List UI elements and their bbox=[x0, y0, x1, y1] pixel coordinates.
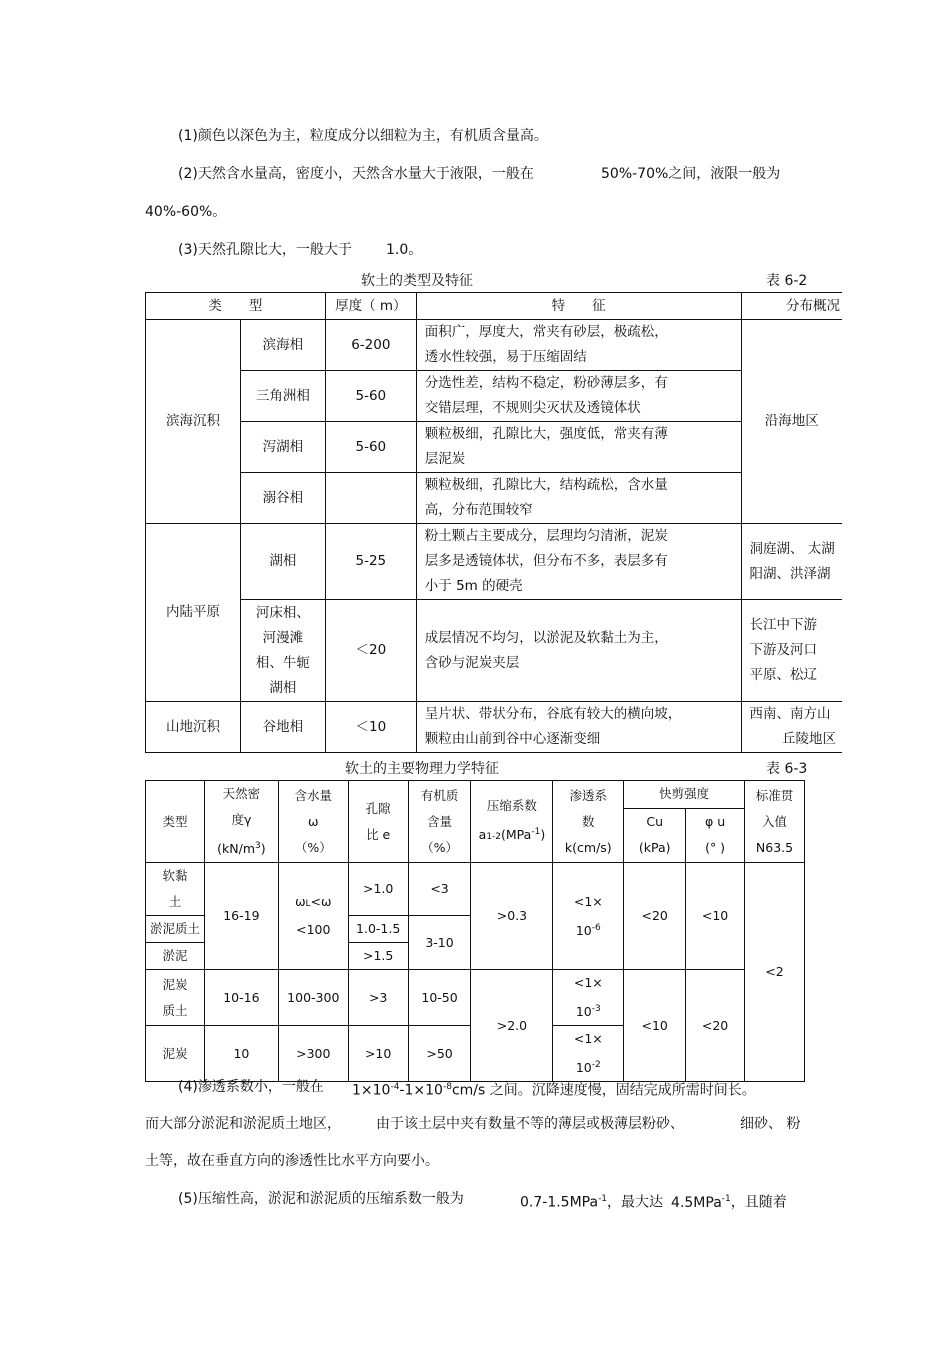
type-peat: 泥炭 bbox=[146, 1026, 205, 1082]
water-peaty: 100-300 bbox=[278, 970, 348, 1026]
feature-cell: 面积广，厚度大，常夹有砂层，极疏松， 透水性较强，易于压缩固结 bbox=[416, 320, 741, 371]
table-row bbox=[146, 863, 805, 916]
subtype-cell: 滨海相 bbox=[240, 320, 325, 371]
header-cu: Cu (kPa) bbox=[624, 808, 686, 862]
table-6-2-number: 表 6-2 bbox=[766, 273, 808, 289]
table-row bbox=[146, 970, 805, 1026]
thickness-cell: 6-200 bbox=[325, 320, 416, 371]
cu-group2: <10 bbox=[624, 970, 686, 1082]
subtype-cell: 泻湖相 bbox=[240, 422, 325, 473]
table-row bbox=[146, 600, 843, 702]
density-group1: 16-19 bbox=[204, 863, 278, 970]
header-type: 类 型 bbox=[146, 293, 326, 320]
water-peat: >300 bbox=[278, 1026, 348, 1082]
paragraph-4-part-a: (4)渗透系数小，一般在 bbox=[178, 1079, 324, 1095]
table-6-3-number: 表 6-3 bbox=[766, 761, 808, 777]
header-compression: 压缩系数 a1-2(MPa$^{-1}$) bbox=[471, 781, 553, 863]
header-thickness: 厚度（ m） bbox=[325, 293, 416, 320]
type-peaty-soil: 泥炭 质土 bbox=[146, 970, 205, 1026]
thickness-cell: ＜10 bbox=[325, 702, 416, 753]
organic-mud: 3-10 bbox=[408, 916, 471, 970]
permeability-group1: <1× $10^{-6}$ bbox=[553, 863, 624, 970]
paragraph-4-part-h: 土等，故在垂直方向的渗透性比水平方向要小。 bbox=[145, 1153, 439, 1169]
subtype-cell: 三角洲相 bbox=[240, 371, 325, 422]
void-mud: >1.5 bbox=[348, 943, 408, 970]
table-row bbox=[146, 320, 843, 371]
spt-all: <2 bbox=[745, 863, 805, 1082]
permeability-peaty: <1× $10^{-3}$ bbox=[553, 970, 624, 1026]
header-distribution: 分布概况 bbox=[741, 293, 842, 320]
feature-cell: 颗粒极细，孔隙比大，结构疏松，含水量 高，分布范围较窄 bbox=[416, 473, 741, 524]
feature-cell: 呈片状、带状分布，谷底有较大的横向坡， 颗粒由山前到谷中心逐渐变细 bbox=[416, 702, 741, 753]
subtype-cell: 河床相、 河漫滩 相、牛轭 湖相 bbox=[240, 600, 325, 702]
type-mucky-soil: 淤泥质土 bbox=[146, 916, 205, 943]
density-peaty: 10-16 bbox=[204, 970, 278, 1026]
thickness-cell: 5-60 bbox=[325, 371, 416, 422]
subtype-cell: 溺谷相 bbox=[240, 473, 325, 524]
distribution-lake: 洞庭湖、 太湖 阳湖、洪泽湖 bbox=[741, 524, 842, 600]
paragraph-3-part-b: 1.0。 bbox=[386, 242, 423, 258]
void-peat: >10 bbox=[348, 1026, 408, 1082]
type-mud: 淤泥 bbox=[146, 943, 205, 970]
paragraph-4-part-e: 而大部分淤泥和淤泥质土地区， bbox=[145, 1116, 341, 1132]
group-coastal: 滨海沉积 bbox=[146, 320, 241, 524]
compression-group2: >2.0 bbox=[471, 970, 553, 1082]
paragraph-5-part-a: (5)压缩性高，淤泥和淤泥质的压缩系数一般为 bbox=[178, 1191, 464, 1207]
compression-group1: >0.3 bbox=[471, 863, 553, 970]
table-header-row bbox=[146, 781, 805, 809]
header-density: 天然密 度γ $(kN/m^3)$ bbox=[204, 781, 278, 863]
table-6-2-caption: 软土的类型及特征 bbox=[361, 273, 473, 289]
header-permeability: 渗透系 数 k(cm/s) bbox=[553, 781, 624, 863]
organic-peat: >50 bbox=[408, 1026, 471, 1082]
table-header-row bbox=[146, 293, 843, 320]
group-inland: 内陆平原 bbox=[146, 524, 241, 702]
water-group1: ωL<ω <100 bbox=[278, 863, 348, 970]
header-organic: 有机质 含量 （%） bbox=[408, 781, 471, 863]
table-6-3-caption: 软土的主要物理力学特征 bbox=[345, 761, 499, 777]
permeability-peat: <1× $10^{-2}$ bbox=[553, 1026, 624, 1082]
void-peaty: >3 bbox=[348, 970, 408, 1026]
header-spt: 标准贯 入值 N63.5 bbox=[745, 781, 805, 863]
paragraph-3-part-a: (3)天然孔隙比大，一般大于 bbox=[178, 242, 352, 258]
feature-cell: 颗粒极细，孔隙比大，强度低，常夹有薄 层泥炭 bbox=[416, 422, 741, 473]
thickness-cell: 5-25 bbox=[325, 524, 416, 600]
phi-group2: <20 bbox=[686, 970, 745, 1082]
paragraph-4-part-b: $1\times 10^{-4}-1\times 10^{-8}cm/s$ 之间。沉降速度慢，固结完成所需时间长。 bbox=[352, 1082, 756, 1099]
distribution-river: 长江中下游 下游及河口 平原、松辽 bbox=[741, 600, 842, 702]
table-row bbox=[146, 371, 843, 422]
header-void-ratio: 孔隙 比 e bbox=[348, 781, 408, 863]
organic-soft-clay: <3 bbox=[408, 863, 471, 916]
feature-cell: 成层情况不均匀，以淤泥及软黏土为主， 含砂与泥炭夹层 bbox=[416, 600, 741, 702]
header-water-content: 含水量 ω （%） bbox=[278, 781, 348, 863]
subtype-cell: 湖相 bbox=[240, 524, 325, 600]
header-type: 类型 bbox=[146, 781, 205, 863]
paragraph-1: (1)颜色以深色为主，粒度成分以细粒为主，有机质含量高。 bbox=[178, 128, 548, 144]
header-phi: φ u (° ) bbox=[686, 808, 745, 862]
feature-cell: 粉土颗占主要成分，层理均匀清淅，泥炭 层多是透镜体状，但分布不多，表层多有 小于 5m 的硬壳 bbox=[416, 524, 741, 600]
soft-soil-types-table bbox=[145, 292, 842, 753]
void-soft-clay: >1.0 bbox=[348, 863, 408, 916]
thickness-cell: ＜20 bbox=[325, 600, 416, 702]
paragraph-2-part-a: (2)天然含水量高，密度小，天然含水量大于液限，一般在 bbox=[178, 166, 534, 182]
feature-cell: 分选性差，结构不稳定，粉砂薄层多，有 交错层理，不规则尖灭状及透镜体状 bbox=[416, 371, 741, 422]
table-row bbox=[146, 473, 843, 524]
soft-soil-properties-table bbox=[145, 780, 805, 1082]
table-row bbox=[146, 422, 843, 473]
subtype-cell: 谷地相 bbox=[240, 702, 325, 753]
type-soft-clay: 软黏 土 bbox=[146, 863, 205, 916]
paragraph-2-part-b: 50%-70%之间，液限一般为 bbox=[601, 166, 781, 182]
paragraph-2-part-c: 40%-60%。 bbox=[145, 204, 227, 220]
table-row bbox=[146, 702, 843, 753]
density-peat: 10 bbox=[204, 1026, 278, 1082]
paragraph-4-part-f: 由于该土层中夹有数量不等的薄层或极薄层粉砂、 bbox=[376, 1116, 684, 1132]
distribution-mountain: 西南、南方山 丘陵地区 bbox=[741, 702, 842, 753]
paragraph-5-part-b: 0.7-1.5MPa$^{-1}$，最大达 4.5MPa$^{-1}$，且随着 bbox=[520, 1194, 787, 1211]
void-mucky-soil: 1.0-1.5 bbox=[348, 916, 408, 943]
header-feature: 特 征 bbox=[416, 293, 741, 320]
group-mountain: 山地沉积 bbox=[146, 702, 241, 753]
distribution-coastal: 沿海地区 bbox=[741, 320, 842, 524]
thickness-cell: 5-60 bbox=[325, 422, 416, 473]
organic-peaty: 10-50 bbox=[408, 970, 471, 1026]
cu-group1: <20 bbox=[624, 863, 686, 970]
phi-group1: <10 bbox=[686, 863, 745, 970]
paragraph-4-part-g: 细砂、 粉 bbox=[740, 1116, 801, 1132]
header-shear-strength: 快剪强度 bbox=[624, 781, 745, 809]
thickness-cell bbox=[325, 473, 416, 524]
table-row bbox=[146, 524, 843, 600]
